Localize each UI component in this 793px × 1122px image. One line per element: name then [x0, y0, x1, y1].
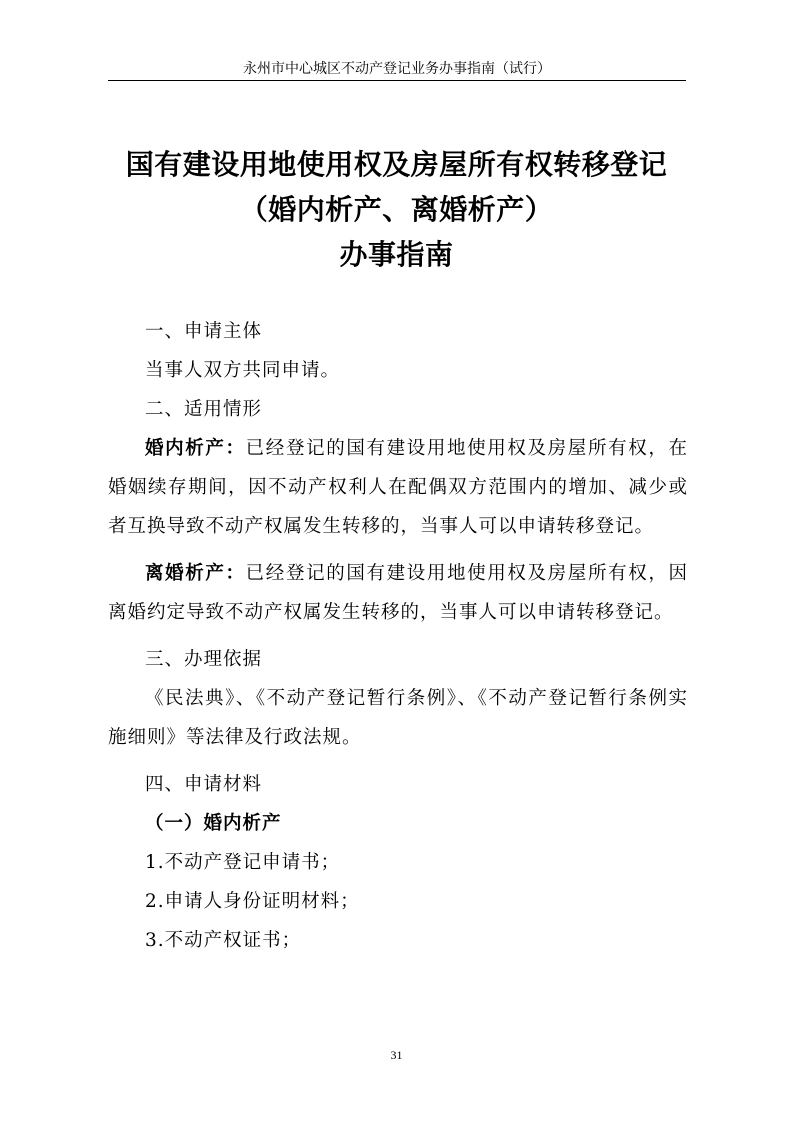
title-line-1: 国有建设用地使用权及房屋所有权转移登记 — [125, 148, 668, 181]
section-body-applicant: 当事人双方共同申请。 — [145, 360, 341, 381]
list-item: 2.申请人身份证明材料； — [145, 891, 360, 912]
document-title — [80, 142, 713, 277]
text-divorce-partition: 已经登记的国有建设用地使用权及房屋所有权，因离婚约定导致不动产权属发生转移的，当事人可以申请转移登记。 — [108, 563, 688, 623]
title-line-2: （婚内析产、离婚析产） — [239, 193, 554, 226]
paragraph-divorce-partition — [108, 554, 688, 632]
text-in-marriage-partition: 已经登记的国有建设用地使用权及房屋所有权，在婚姻续存期间，因不动产权利人在配偶双方范围内的增加、减少或者互换导致不动产权属发生转移的，当事人可以申请转移登记。 — [108, 438, 688, 537]
running-header-title: 永州市中心城区不动产登记业务办事指南（试行） — [243, 61, 551, 77]
document-body — [108, 312, 688, 960]
running-header — [108, 58, 686, 81]
subsection-heading-in-marriage: （一）婚内析产 — [145, 813, 282, 834]
list-item: 3.不动产权证书； — [145, 930, 302, 951]
section-heading-legal-basis: 三、办理依据 — [145, 649, 263, 670]
page-number: 31 — [390, 1048, 403, 1062]
section-heading-applicant: 一、申请主体 — [145, 321, 263, 342]
title-line-3: 办事指南 — [339, 238, 454, 271]
section-heading-materials: 四、申请材料 — [145, 774, 263, 795]
section-heading-scenarios: 二、适用情形 — [145, 399, 263, 420]
paragraph-in-marriage-partition — [108, 429, 688, 546]
lead-divorce-partition: 离婚析产： — [145, 563, 246, 584]
lead-in-marriage-partition: 婚内析产： — [145, 438, 246, 459]
list-item: 1.不动产登记申请书； — [145, 852, 341, 873]
section-body-legal-basis: 《民法典》、《不动产登记暂行条例》、《不动产登记暂行条例实施细则》等法律及行政法规。 — [108, 688, 688, 748]
